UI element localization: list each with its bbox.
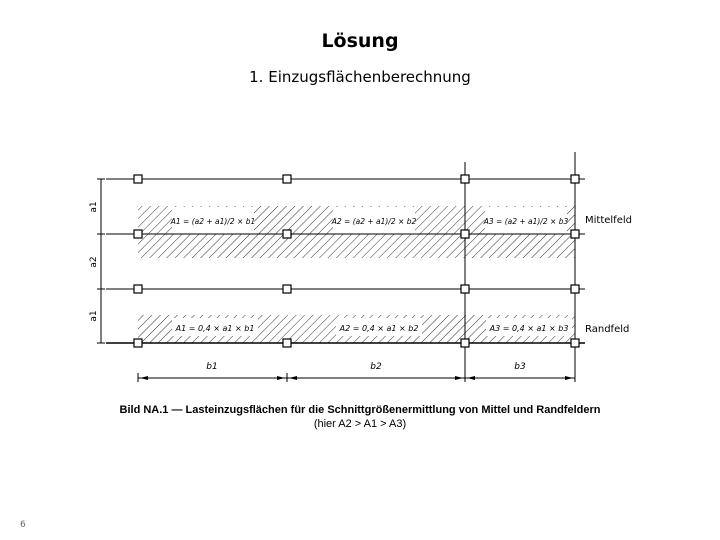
span-label: b3 (514, 362, 526, 372)
support-node (461, 339, 469, 347)
support-node (461, 175, 469, 183)
support-node (571, 230, 579, 238)
row-label: a1 (89, 201, 99, 213)
support-node (134, 175, 142, 183)
support-node (461, 230, 469, 238)
support-node (283, 285, 291, 293)
page-number: 6 (20, 520, 26, 530)
edge-formula: A1 = 0,4 × a1 × b1 (175, 324, 255, 333)
support-node (283, 175, 291, 183)
slide-subtitle: 1. Einzugsflächenberechnung (249, 68, 471, 86)
slide-title: Lösung (321, 30, 399, 52)
mid-formula: A3 = (a2 + a1)/2 × b3 (483, 217, 569, 226)
caption-line-2: (hier A2 > A1 > A3) (313, 418, 407, 430)
support-node (134, 230, 142, 238)
row-label: a1 (89, 310, 99, 322)
support-node (571, 175, 579, 183)
support-node (461, 285, 469, 293)
support-node (134, 339, 142, 347)
support-node (571, 339, 579, 347)
row-label: a2 (89, 256, 99, 268)
span-label: b2 (370, 362, 382, 372)
span-label: b1 (206, 362, 218, 372)
edge-formula: A2 = 0,4 × a1 × b2 (339, 324, 419, 333)
support-node (571, 285, 579, 293)
mid-field-label: Mittelfeld (585, 215, 632, 226)
figure-caption (100, 403, 620, 431)
mid-formula: A2 = (a2 + a1)/2 × b2 (331, 217, 417, 226)
support-node (283, 230, 291, 238)
support-node (134, 285, 142, 293)
edge-formula: A3 = 0,4 × a1 × b3 (489, 324, 569, 333)
mid-formula: A1 = (a2 + a1)/2 × b1 (170, 217, 256, 226)
support-node (283, 339, 291, 347)
edge-field-label: Randfeld (585, 324, 630, 335)
caption-line-1: Bild NA.1 — Lasteinzugsflächen für die Schnittgrößenermittlung von Mittel und Randfeldern (119, 404, 601, 416)
